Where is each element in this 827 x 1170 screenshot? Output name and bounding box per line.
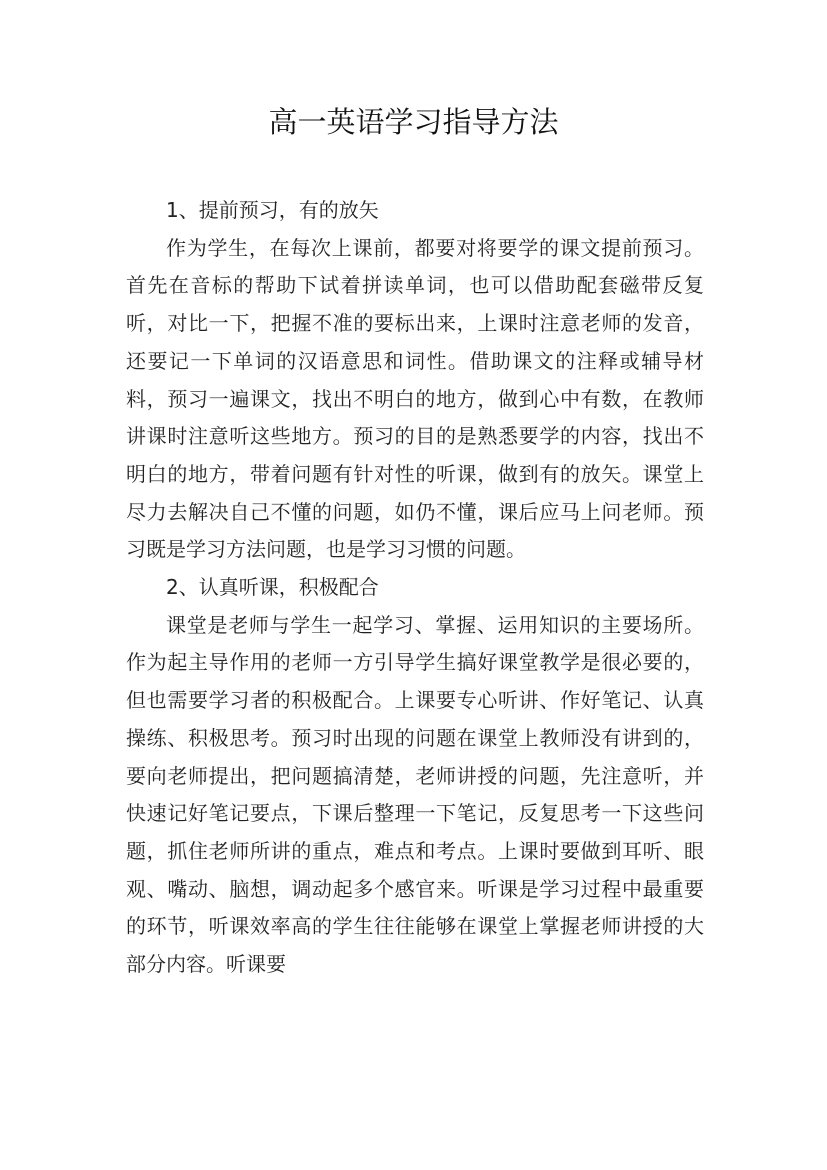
section-heading-1: 1、提前预习，有的放矢 [166,198,379,222]
document-body [126,192,704,984]
section-heading-2: 2、认真听课，积极配合 [166,575,379,600]
document-title: 高一英语学习指导方法 [268,105,559,139]
section-paragraph-2: 课堂是老师与学生一起学习、掌握、运用知识的主要场所。作为起主导作用的老师一方引导学生搞好课堂教学是很必要的，但也需要学习者的积极配合。上课要专心听讲、作好笔记、认真操练、积极思考。预习时出现的问题在课堂上教师没有讲到的，要向老师提出，把问题搞清楚，老师讲授的问题，先注意听，并快速记好笔记要点，下课后整理一下笔记，反复思考一下这些问题，抓住老师所讲的重点，难点和考点。上课时要做到耳听、眼观、嘴动、脑想，调动起多个感官来。听课是学习过程中最重要的环节，听课效率高的学生往往能够在课堂上掌握老师讲授的大部分内容。听课要 [126,612,704,977]
section-paragraph-1: 作为学生，在每次上课前，都要对将要学的课文提前预习。首先在音标的帮助下试着拼读单词，也可以借助配套磁带反复听，对比一下，把握不准的要标出来，上课时注意老师的发音，还要记一下单词的汉语意思和词性。借助课文的注释或辅导材料，预习一遍课文，找出不明白的地方，做到心中有数，在教师讲课时注意听这些地方。预习的目的是熟悉要学的内容，找出不明白的地方，带着问题有针对性的听课，做到有的放矢。课堂上尽力去解决自己不懂的问题，如仍不懂，课后应马上问老师。预习既是学习方法问题，也是学习习惯的问题。 [126,235,704,562]
